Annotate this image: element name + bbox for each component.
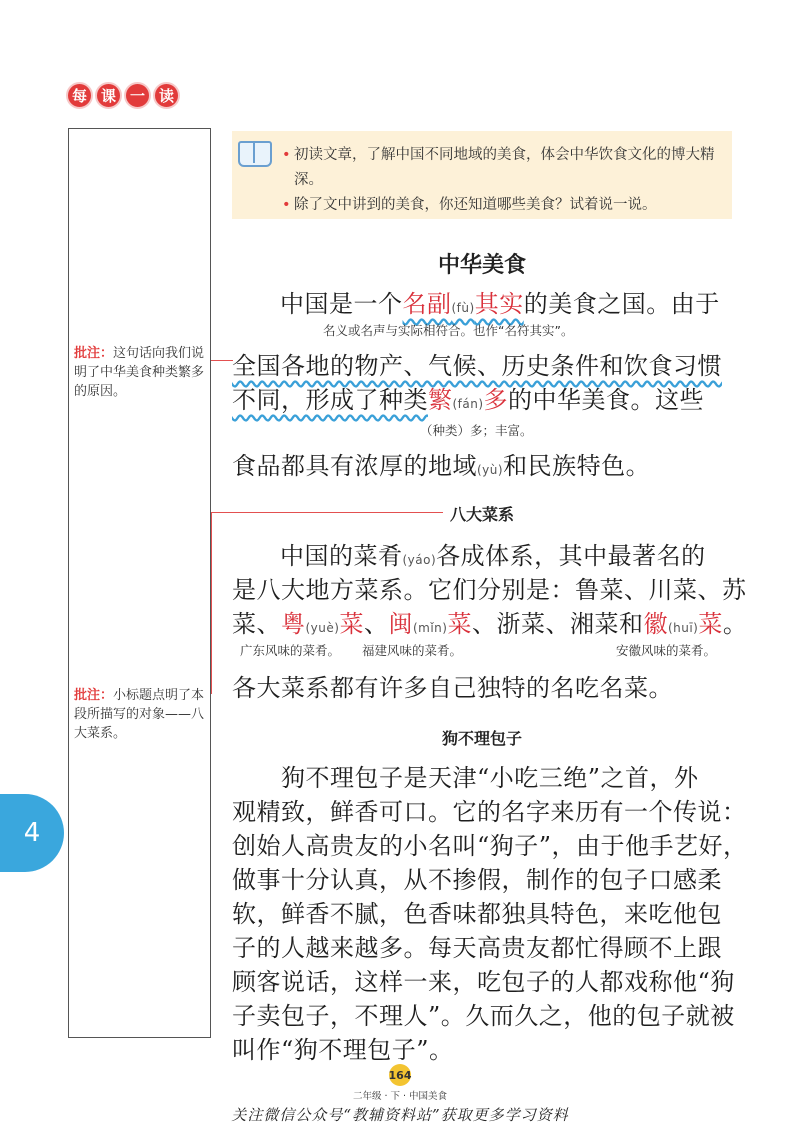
- text-span: 的美食之国。由于: [523, 290, 720, 318]
- text-line: [232, 284, 732, 319]
- keyword: 菜: [447, 610, 472, 638]
- article-title: 中华美食: [437, 253, 526, 278]
- annotation-label: 批注：: [74, 688, 114, 703]
- annotation-label: 批注：: [74, 346, 114, 361]
- annotation-connector-1: [211, 360, 233, 361]
- keyword: 粤: [281, 610, 306, 638]
- pinyin: (yuè): [305, 621, 340, 635]
- text-line: 各大菜系都有许多自己独特的名吃名菜。: [232, 674, 673, 702]
- keyword: 徽: [643, 610, 668, 638]
- annotation-connector-2-vertical: [211, 512, 212, 694]
- pinyin: (fù): [451, 301, 475, 315]
- badge-char: 一: [124, 82, 151, 109]
- phrase-mingfuqishi: [403, 290, 524, 318]
- pinyin: (fán): [452, 397, 484, 411]
- text-line: 观精致，鲜香可口。它的名字来历有一个传说：: [232, 798, 747, 826]
- text-line: 全国各地的物产、气候、历史条件和饮食习惯: [232, 352, 722, 380]
- text-span: 、: [363, 610, 389, 638]
- keyword: 菜: [339, 610, 364, 638]
- text-span: 。: [722, 610, 748, 638]
- text-line: 创始人高贵友的小名叫“狗子”，由于他手艺好，: [232, 832, 748, 860]
- text-line: 是八大地方菜系。它们分别是：鲁菜、川菜、苏: [232, 576, 747, 604]
- text-line: [232, 380, 732, 415]
- text-line: 做事十分认真，从不掺假，制作的包子口感柔: [232, 866, 722, 894]
- annotation-note-1: [74, 344, 214, 401]
- footer-watermark-text: 关注微信公众号“教辅资料站”获取更多学习资料: [231, 1106, 569, 1124]
- pinyin: (yáo): [402, 553, 437, 567]
- book-icon: [238, 141, 272, 167]
- text-line: [232, 536, 732, 571]
- gloss-note: 名义或名声与实际相符合。也作“名符其实”。: [323, 323, 574, 338]
- annotation-note-2: [74, 686, 214, 743]
- text-line: 狗不理包子是天津“小吃三绝”之首，外: [232, 764, 699, 792]
- text-span: 各成体系，其中最著名的: [436, 542, 706, 570]
- text-line: 子的人越来越多。每天高贵友都忙得顾不上跟: [232, 934, 722, 962]
- badge-char: 课: [95, 82, 122, 109]
- gloss-note: 福建风味的菜肴。: [362, 643, 463, 658]
- text-line: 叫作“狗不理包子”。: [232, 1036, 454, 1064]
- lesson-badge: [66, 82, 180, 112]
- guide-item: • 除了文中讲到的美食，你还知道哪些美食？试着说一说。: [282, 193, 722, 218]
- section-subtitle: 狗不理包子: [441, 729, 522, 748]
- annotation-column: [68, 128, 211, 1038]
- text-span: 的中华美食。这些: [508, 386, 705, 414]
- text-span: 不同，形成了种类: [232, 386, 428, 414]
- gloss-note: （种类）多；丰富。: [420, 423, 533, 438]
- annotation-text: 这句话向我们说明了中华美食种类繁多的原因。: [74, 346, 205, 399]
- keyword: 其实: [474, 290, 524, 318]
- annotation-text: 小标题点明了本段所描写的对象——八大菜系。: [74, 688, 205, 741]
- reading-guide-box: [232, 131, 732, 219]
- pinyin: (mǐn): [412, 621, 448, 635]
- gloss-note: 广东风味的菜肴。: [240, 643, 341, 658]
- section-subtitle: 八大菜系: [449, 505, 514, 524]
- page-number: 164: [389, 1064, 411, 1086]
- text-span: 中国是一个: [280, 290, 403, 318]
- guide-item: • 初读文章，了解中国不同地域的美食，体会中华饮食文化的博大精深。: [282, 143, 722, 193]
- gloss-note: 安徽风味的菜肴。: [616, 643, 717, 658]
- text-span: 菜、: [232, 610, 281, 638]
- pinyin: (yù): [477, 463, 504, 477]
- keyword: 名副: [402, 290, 452, 318]
- footer-info: 二年级 · 下 · 中国美食: [352, 1091, 448, 1102]
- pinyin: (huī): [667, 621, 699, 635]
- keyword: 多: [483, 386, 509, 414]
- text-span: 中国的菜肴: [280, 542, 403, 570]
- text-line: [232, 446, 732, 481]
- text-line: 顾客说话，这样一来，吃包子的人都戏称他“狗: [232, 968, 735, 996]
- page-side-tab: 4: [0, 794, 64, 872]
- text-line: 子卖包子，不理人”。久而久之，他的包子就被: [232, 1002, 735, 1030]
- badge-char: 每: [66, 82, 93, 109]
- badge-char: 读: [153, 82, 180, 109]
- text-span: 食品都具有浓厚的地域: [232, 452, 477, 480]
- keyword: 繁: [428, 386, 453, 414]
- text-span: 、浙菜、湘菜和: [471, 610, 644, 638]
- text-line: [232, 604, 748, 639]
- text-span: 和民族特色。: [503, 452, 651, 480]
- text-line: 软，鲜香不腻，色香味都独具特色，来吃他包: [232, 900, 722, 928]
- keyword: 闽: [388, 610, 413, 638]
- keyword: 菜: [698, 610, 723, 638]
